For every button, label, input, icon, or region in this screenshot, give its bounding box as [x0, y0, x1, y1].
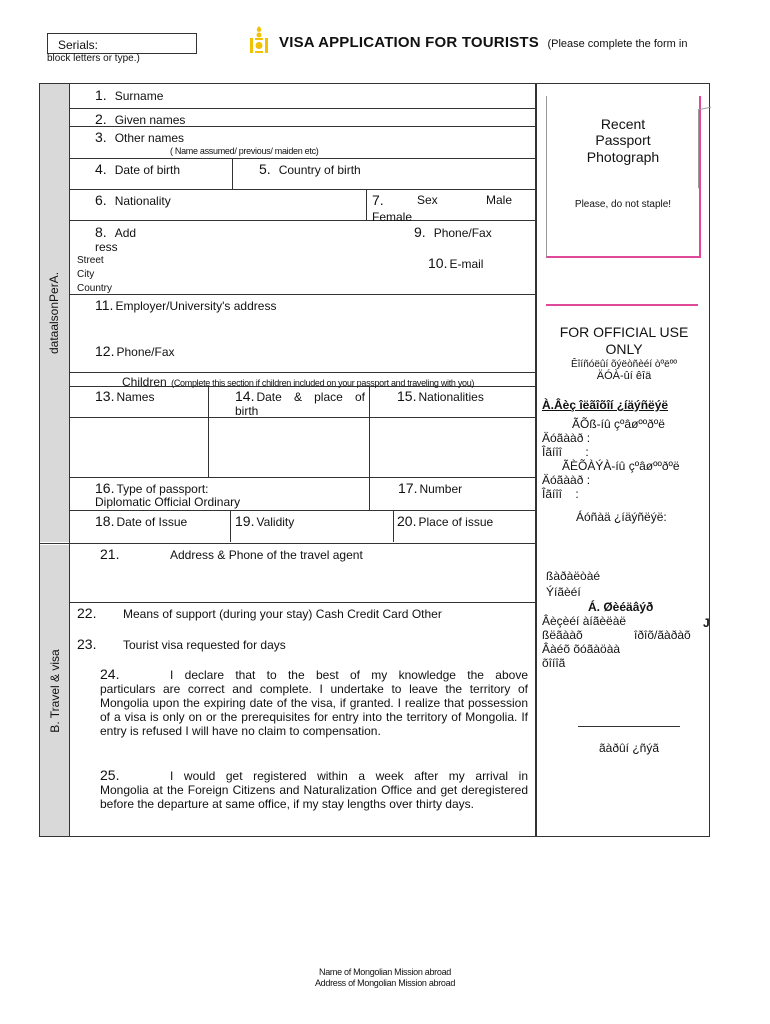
official-a5: Äóãààð : — [542, 473, 591, 487]
address-city[interactable]: City — [77, 269, 95, 280]
official-b3: Âèçèéí àíãèëàë — [542, 614, 627, 628]
field-employer-address[interactable]: 11. Employer/University's address — [95, 297, 277, 313]
official-b4: ßëãààõ — [542, 628, 583, 642]
field-children-names[interactable]: 13. Names — [95, 388, 155, 404]
title-text: VISA APPLICATION FOR TOURISTS — [279, 34, 539, 51]
signature-line — [578, 726, 680, 727]
declaration-25-body: Mongolia at the Foreign Citizens and Naturalization Office and get deregistered before the departure at same office, if my stay lengths over thirty days. — [100, 783, 528, 811]
section-a-label: dataalsonPerA. — [47, 271, 61, 355]
address-country[interactable]: Country — [77, 283, 113, 294]
pink-divider — [546, 304, 698, 306]
official-a1: ÃÕß-íû çºâøººðºë — [572, 417, 665, 431]
field-nationality[interactable]: 6. Nationality — [95, 192, 171, 208]
declaration-24: 24. I declare that to the best of my knowledge the above — [100, 666, 528, 682]
other-names-note: ( Name assumed/ previous/ maiden etc) — [170, 146, 319, 156]
field-visa-days[interactable]: 23. Tourist visa requested for days — [77, 636, 286, 652]
field-passport-number[interactable]: 17. Number — [398, 480, 463, 496]
field-address[interactable]: 8. Add — [95, 224, 137, 240]
field-children-birth[interactable]: 14. Date & place of birth — [235, 388, 365, 418]
address-label-cont: ress — [95, 240, 118, 254]
official-b5: Âàéõ õóãàöàà — [542, 642, 621, 656]
address-street[interactable]: Street — [77, 255, 104, 266]
official-a2: Äóãààð : — [542, 431, 591, 445]
field-email[interactable]: 10. E-mail — [428, 255, 484, 271]
field-surname[interactable]: 1. Surname — [95, 87, 164, 103]
field-means-of-support[interactable]: 22. Means of support (during your stay) Cash Credit Card Other — [77, 605, 442, 621]
section-b-label: B. Travel & visa — [48, 649, 62, 733]
field-place-of-issue[interactable]: 20. Place of issue — [397, 513, 494, 529]
serials-box[interactable] — [47, 33, 197, 54]
field-employer-phone[interactable]: 12. Phone/Fax — [95, 343, 175, 359]
field-date-of-issue[interactable]: 18. Date of Issue — [95, 513, 188, 529]
sex-male-option[interactable]: Male — [486, 193, 513, 207]
official-b4-tail: îðîõ/ãàðàõ — [634, 628, 691, 642]
field-given-names[interactable]: 2. Given names — [95, 111, 186, 127]
photo-line3: Photograph — [586, 149, 660, 165]
field-sex[interactable]: 7. Sex Male Female — [372, 192, 516, 224]
instruction-line2: block letters or type.) — [47, 53, 140, 64]
field-date-of-birth[interactable]: 4. Date of birth — [95, 161, 181, 177]
field-country-of-birth[interactable]: 5. Country of birth — [259, 161, 361, 177]
official-a4: ÃÈÕÀÝÀ-íû çºâøººðºë — [562, 459, 680, 473]
field-children-nationalities[interactable]: 15. Nationalities — [397, 388, 484, 404]
official-a3: Îãíîî : — [542, 445, 589, 459]
instruction-text: (Please complete the form in — [547, 38, 688, 50]
footer-mission-address: Address of Mongolian Mission abroad — [314, 978, 456, 988]
children-heading: Children (Complete this section if children included on your passport and traveling with you) — [122, 375, 475, 389]
official-b1: ßàðàëòàé — [546, 569, 601, 583]
official-b6: õîíîã — [542, 656, 566, 670]
photo-note: Please, do not staple! — [574, 199, 672, 210]
official-b2: Ýíãèéí — [546, 585, 581, 599]
declaration-24-body: particulars are correct and complete. I undertake to leave the territory of Mongolia upon the expiring date of the visa, if granted. I realize that possession of a visa is only on or the prerequisites for entry into the territory of Mongolia. If entry is refused I will have no claim to compensation. — [100, 682, 528, 738]
field-phone-fax[interactable]: 9. Phone/Fax — [414, 224, 492, 240]
official-sub2: ÄÓÀ-ûí êîä — [596, 370, 652, 382]
field-other-names[interactable]: 3. Other names — [95, 129, 185, 145]
official-a6: Îãíîî : — [542, 487, 579, 501]
photo-box[interactable] — [546, 96, 701, 258]
declaration-25: 25. I would get registered within a week after my arrival in — [100, 767, 528, 783]
sex-female-option[interactable]: Female — [372, 210, 413, 224]
official-a7: Áóñàä ¿íäýñëýë: — [576, 510, 667, 524]
passport-type-options[interactable]: Diplomatic Official Ordinary — [95, 495, 241, 509]
page-title — [279, 34, 687, 52]
official-title: FOR OFFICIAL USE ONLY — [559, 324, 689, 357]
official-heading-b: Á. Øèéäâýð — [588, 600, 654, 614]
photo-line1: Recent — [600, 116, 646, 132]
photo-line2: Passport — [595, 132, 651, 148]
soyombo-icon — [248, 25, 270, 55]
official-heading-a: À.Âèç îëãîõîí ¿íäýñëýë — [542, 398, 669, 412]
field-travel-agent[interactable]: 21. Address & Phone of the travel agent — [100, 546, 363, 562]
photo-corner-mark — [698, 107, 711, 189]
official-sub1: Êîíñóëûí õýëòñèéí òºëºº — [570, 359, 678, 370]
footer-mission-name: Name of Mongolian Mission abroad — [319, 967, 451, 977]
field-validity[interactable]: 19. Validity — [235, 513, 295, 529]
serials-label: Serials: — [58, 38, 99, 52]
field-passport-type[interactable]: 16. Type of passport: — [95, 480, 209, 496]
official-b3-tail: J — [703, 616, 710, 630]
official-sign: ãàðûí ¿ñýã — [598, 741, 660, 755]
